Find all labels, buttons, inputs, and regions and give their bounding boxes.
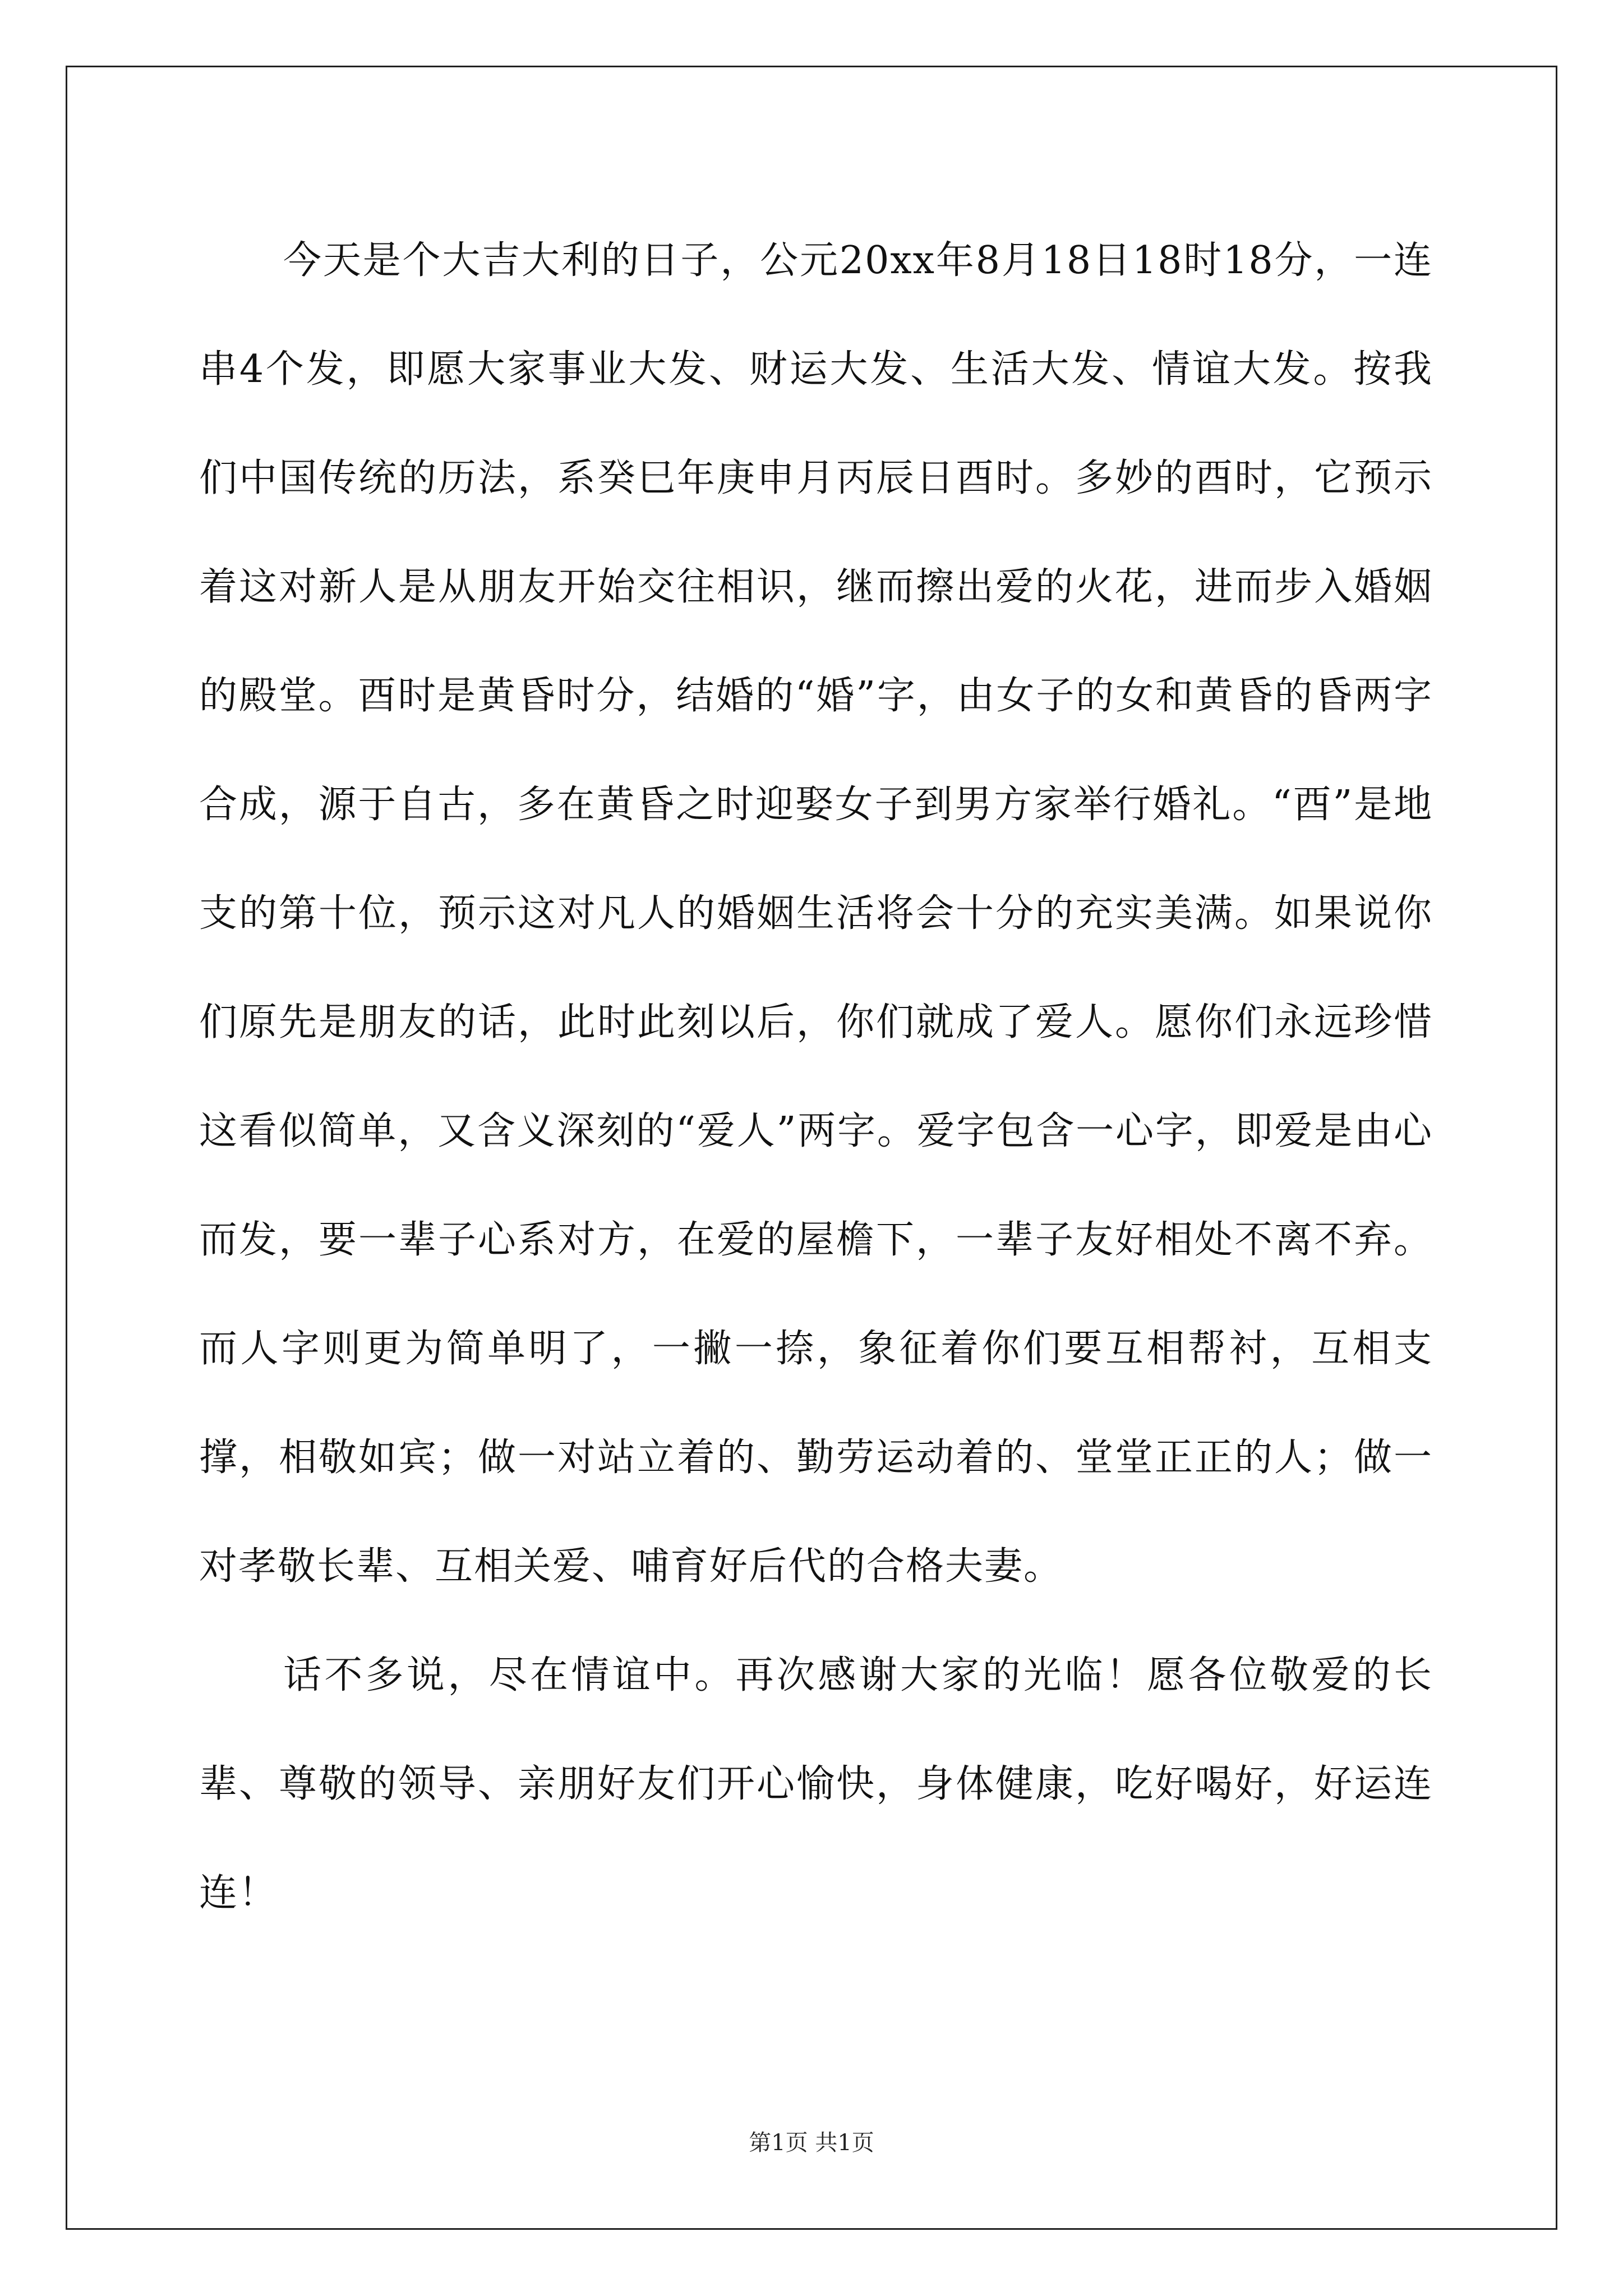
document-body (199, 206, 1433, 1948)
page-footer: 第1页 共1页 (749, 2130, 874, 2156)
paragraph-2: 话不多说，尽在情谊中。再次感谢大家的光临！愿各位敬爱的长辈、尊敬的领导、亲朋好友们开心愉快，身体健康，吃好喝好，好运连连！ (199, 1653, 1433, 1915)
paragraph-1: 今天是个大吉大利的日子，公元20xx年8月18日18时18分，一连串4个发，即愿大家事业大发、财运大发、生活大发、情谊大发。按我们中国传统的历法，系癸巳年庚申月丙辰日酉时。多妙的酉时，它预示着这对新人是从朋友开始交往相识，继而擦出爱的火花，进而步入婚姻的殿堂。酉时是黄昏时分，结婚的“婚”字，由女子的女和黄昏的昏两字合成，源于自古，多在黄昏之时迎娶女子到男方家举行婚礼。“酉”是地支的第十位，预示这对凡人的婚姻生活将会十分的充实美满。如果说你们原先是朋友的话，此时此刻以后，你们就成了爱人。愿你们永远珍惜这看似简单，又含义深刻的“爱人”两字。爱字包含一心字，即爱是由心而发，要一辈子心系对方，在爱的屋檐下，一辈子友好相处不离不弃。而人字则更为简单明了，一撇一捺，象征着你们要互相帮衬，互相支撑，相敬如宾；做一对站立着的、勤劳运动着的、堂堂正正的人；做一对孝敬长辈、互相关爱、哺育好后代的合格夫妻。 (199, 238, 1433, 1589)
